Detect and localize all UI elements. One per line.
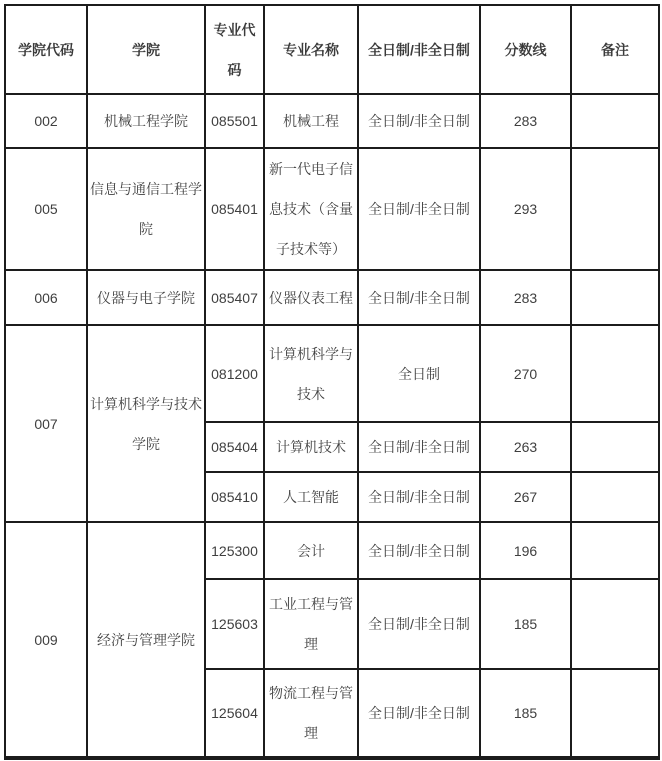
college-cell: 经济与管理学院 [87, 522, 205, 757]
score-cell: 293 [480, 148, 571, 270]
mode-cell: 全日制/非全日制 [358, 472, 480, 522]
major-code-cell [205, 757, 264, 759]
table-row [5, 325, 659, 422]
mode-cell [358, 757, 480, 759]
major-name-cell: 新一代电子信息技术（含量子技术等） [264, 148, 358, 270]
header-college: 学院 [87, 5, 205, 94]
major-code-cell: 085407 [205, 270, 264, 325]
note-cell [571, 325, 659, 422]
major-code-cell: 125300 [205, 522, 264, 579]
mode-cell: 全日制/非全日制 [358, 579, 480, 669]
college-cell [87, 757, 205, 759]
score-cell: 196 [480, 522, 571, 579]
major-name-cell: 会计 [264, 522, 358, 579]
major-code-cell: 085410 [205, 472, 264, 522]
note-cell [571, 270, 659, 325]
header-note: 备注 [571, 5, 659, 94]
table-row [5, 94, 659, 148]
college-code-cell: 006 [5, 270, 87, 325]
note-cell [571, 472, 659, 522]
major-name-cell [264, 757, 358, 759]
note-cell [571, 422, 659, 472]
major-code-cell: 125604 [205, 669, 264, 757]
major-name-cell: 物流工程与管理 [264, 669, 358, 757]
mode-cell: 全日制/非全日制 [358, 94, 480, 148]
score-cell: 185 [480, 579, 571, 669]
header-college-code: 学院代码 [5, 5, 87, 94]
college-cell: 仪器与电子学院 [87, 270, 205, 325]
college-code-cell [5, 757, 87, 759]
major-name-cell: 工业工程与管理 [264, 579, 358, 669]
note-cell [571, 579, 659, 669]
header-major-name: 专业名称 [264, 5, 358, 94]
header-mode: 全日制/非全日制 [358, 5, 480, 94]
header-major-code: 专业代码 [205, 5, 264, 94]
college-cell: 计算机科学与技术学院 [87, 325, 205, 522]
table-row [5, 270, 659, 325]
major-name-cell: 计算机技术 [264, 422, 358, 472]
major-code-cell: 085501 [205, 94, 264, 148]
college-code-cell: 007 [5, 325, 87, 522]
college-code-cell: 005 [5, 148, 87, 270]
major-name-cell: 计算机科学与技术 [264, 325, 358, 422]
cut-off-row [5, 757, 659, 759]
score-cell: 283 [480, 270, 571, 325]
note-cell [571, 148, 659, 270]
header-row [5, 5, 659, 94]
table-row [5, 148, 659, 270]
major-name-cell: 仪器仪表工程 [264, 270, 358, 325]
college-code-cell: 009 [5, 522, 87, 757]
score-cell: 263 [480, 422, 571, 472]
major-code-cell: 081200 [205, 325, 264, 422]
college-cell: 信息与通信工程学院 [87, 148, 205, 270]
major-name-cell: 人工智能 [264, 472, 358, 522]
major-code-cell: 085404 [205, 422, 264, 472]
college-cell: 机械工程学院 [87, 94, 205, 148]
mode-cell: 全日制/非全日制 [358, 270, 480, 325]
mode-cell: 全日制/非全日制 [358, 148, 480, 270]
admission-score-table [4, 4, 660, 760]
college-code-cell: 002 [5, 94, 87, 148]
note-cell [571, 757, 659, 759]
mode-cell: 全日制/非全日制 [358, 522, 480, 579]
score-cell: 270 [480, 325, 571, 422]
score-cell: 283 [480, 94, 571, 148]
note-cell [571, 94, 659, 148]
major-name-cell: 机械工程 [264, 94, 358, 148]
score-cell: 185 [480, 669, 571, 757]
note-cell [571, 669, 659, 757]
mode-cell: 全日制 [358, 325, 480, 422]
table-row [5, 522, 659, 579]
header-score-line: 分数线 [480, 5, 571, 94]
major-code-cell: 085401 [205, 148, 264, 270]
mode-cell: 全日制/非全日制 [358, 422, 480, 472]
note-cell [571, 522, 659, 579]
score-cell [480, 757, 571, 759]
major-code-cell: 125603 [205, 579, 264, 669]
mode-cell: 全日制/非全日制 [358, 669, 480, 757]
score-cell: 267 [480, 472, 571, 522]
